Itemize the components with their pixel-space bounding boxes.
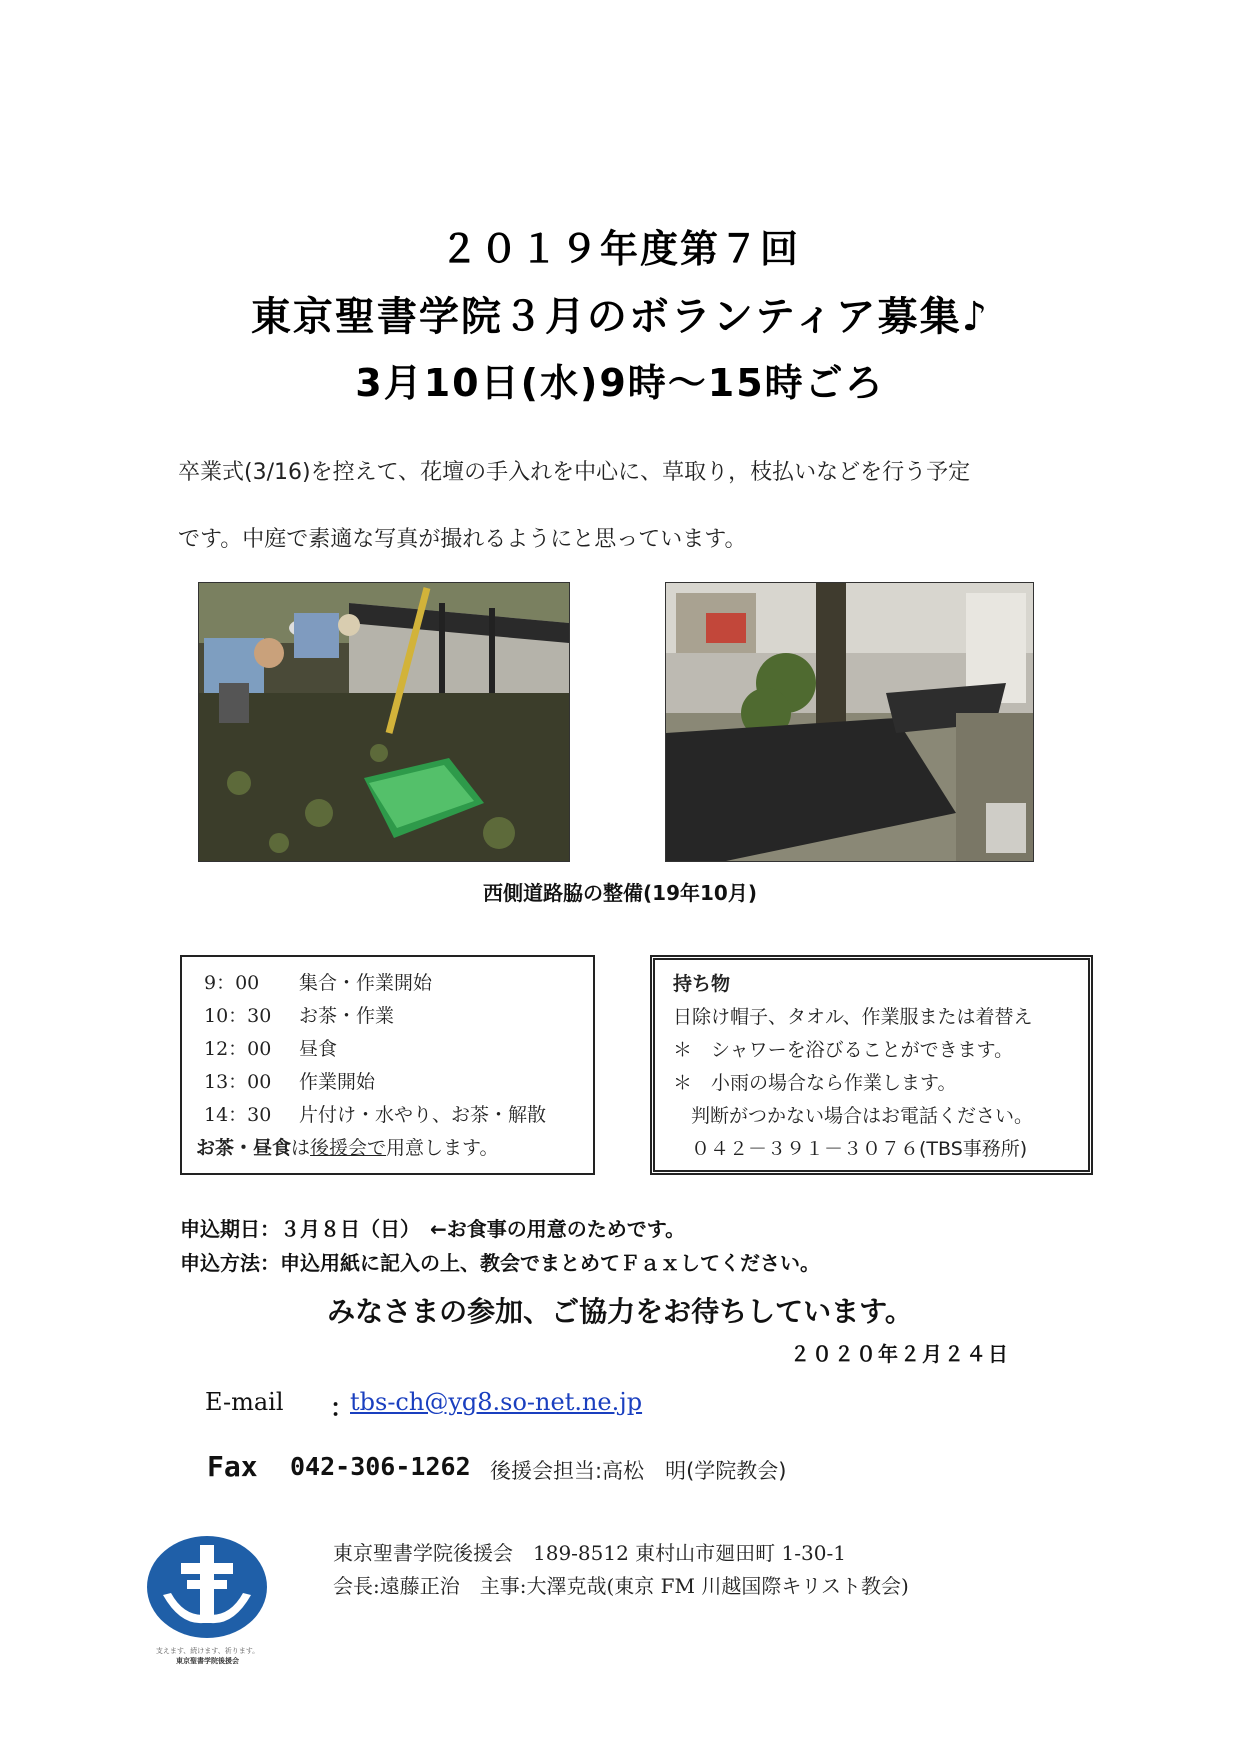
footer-address: 東京聖書学院後援会 189-8512 東村山市廻田町 1-30-1: [333, 1541, 846, 1565]
email-label: E-mail: [205, 1388, 284, 1416]
schedule-row: [196, 965, 579, 998]
intro-line-2: です。中庭で素適な写真が撮れるようにと思っています。: [178, 527, 747, 552]
org-logo: [145, 1535, 270, 1670]
schedule-row: [196, 1031, 579, 1064]
schedule-box: [180, 955, 595, 1175]
fax-label: Fax: [207, 1450, 258, 1483]
email-link[interactable]: tbs-ch@yg8.so-net.ne.jp: [350, 1388, 643, 1416]
closing-message: みなさまの参加、ご協力をお待ちしています。: [327, 1295, 913, 1328]
schedule-row: [196, 998, 579, 1031]
cross-hands-icon: [145, 1535, 270, 1640]
schedule-task: 片付け・水やり、お茶・解散: [299, 1104, 547, 1126]
schedule-note: お茶・昼食 は 後援会で 用意します。: [196, 1137, 499, 1159]
apply-method: 申込方法：申込用紙に記入の上、教会でまとめてＦａｘしてください。: [180, 1251, 820, 1275]
intro-line-1: 卒業式(3/16)を控えて、花壇の手入れを中心に、草取り，枝払いなどを行う予定: [178, 460, 971, 485]
schedule-task: 作業開始: [299, 1071, 376, 1093]
logo-tagline: 支えます、続けます、祈ります。: [155, 1647, 260, 1655]
apply-deadline: 申込期日：３月８日（日） ←お食事の用意のためです。: [180, 1217, 686, 1241]
fax-number: 042-306-1262: [290, 1452, 471, 1481]
logo-org: 東京聖書学院後援会: [176, 1657, 239, 1665]
schedule-time: 14：30: [204, 1104, 272, 1126]
issue-date: ２０２０年２月２４日: [790, 1342, 1010, 1366]
schedule-task: お茶・作業: [299, 1005, 395, 1027]
schedule-task: 集合・作業開始: [299, 972, 433, 994]
belongings-line: 日除け帽子、タオル、作業服または着替え: [673, 1006, 1033, 1028]
title-line-3: 3月10日(水)9時～15時ごろ: [355, 361, 885, 405]
fax-contact: 後援会担当:高松 明(学院教会): [490, 1459, 787, 1483]
schedule-time: 13：00: [204, 1071, 272, 1093]
schedule-task: 昼食: [299, 1038, 338, 1060]
photo-caption: 西側道路脇の整備(19年10月): [483, 881, 757, 905]
schedule-time: 12：00: [204, 1038, 272, 1060]
schedule-row: [196, 1097, 579, 1130]
belongings-box: [650, 955, 1093, 1175]
belongings-phone: ０４２－３９１－３０７６(TBS事務所): [691, 1138, 1028, 1160]
title-line-1: ２０１９年度第７回: [439, 227, 800, 271]
belongings-title: 持ち物: [673, 973, 731, 995]
belongings-line: ＊ 小雨の場合なら作業します。: [673, 1072, 957, 1094]
belongings-line: 判断がつかない場合はお電話ください。: [691, 1105, 1034, 1127]
photo-ground-sheet: [665, 582, 1034, 862]
email-separator: ：: [330, 1393, 354, 1422]
title-line-2: 東京聖書学院３月のボランティア募集♪: [250, 294, 990, 340]
schedule-time: 10：30: [204, 1005, 272, 1027]
footer-officers: 会長:遠藤正治 主事:大澤克哉(東京 FM 川越国際キリスト教会): [333, 1574, 909, 1598]
photo-volunteers: [198, 582, 570, 862]
belongings-line: ＊ シャワーを浴びることができます。: [673, 1039, 1014, 1061]
schedule-time: 9：00: [204, 972, 260, 994]
schedule-row: [196, 1064, 579, 1097]
